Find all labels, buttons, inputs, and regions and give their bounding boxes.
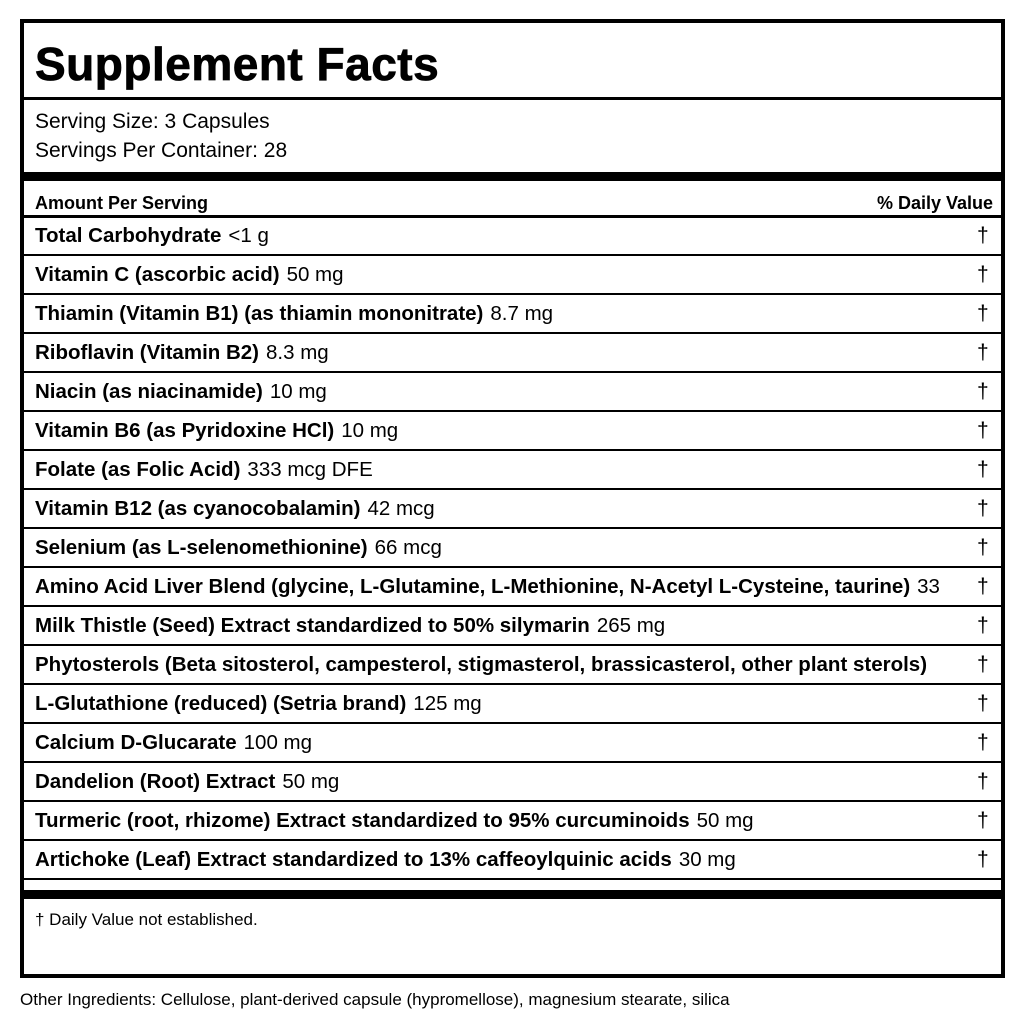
nutrient-row — [24, 841, 1001, 880]
nutrient-name: Vitamin C (ascorbic acid) — [35, 263, 280, 286]
nutrient-name: Turmeric (root, rhizome) Extract standardized to 95% curcuminoids — [35, 809, 690, 832]
nutrient-row — [24, 334, 1001, 373]
nutrient-name: Vitamin B6 (as Pyridoxine HCl) — [35, 419, 335, 442]
nutrient-amount: 8.3 mg — [266, 341, 329, 364]
amount-per-serving-header: Amount Per Serving — [35, 193, 209, 213]
nutrient-text — [35, 841, 736, 878]
nutrient-text — [35, 724, 312, 761]
nutrient-row — [24, 685, 1001, 724]
nutrient-name: Total Carbohydrate — [35, 224, 222, 247]
nutrient-row — [24, 295, 1001, 334]
servings-per-container: Servings Per Container: 28 — [35, 139, 288, 162]
nutrient-amount: 125 mg — [413, 692, 482, 715]
nutrient-amount: 50 mg — [286, 263, 344, 286]
nutrient-name: Milk Thistle (Seed) Extract standardized to 50% silymarin — [35, 614, 590, 637]
other-ingredients: Other Ingredients: Cellulose, plant-derived capsule (hypromellose), magnesium stearate, silica — [20, 990, 730, 1009]
daily-value-dagger: † — [977, 653, 989, 676]
supplement-facts-panel — [20, 19, 1005, 978]
daily-value-dagger: † — [977, 731, 989, 754]
daily-value-dagger: † — [977, 263, 989, 286]
nutrient-text — [35, 373, 327, 410]
daily-value-header: % Daily Value — [876, 193, 993, 213]
panel-title: Supplement Facts — [35, 38, 440, 90]
divider — [24, 97, 1001, 100]
nutrient-amount: 42 mcg — [367, 497, 435, 520]
nutrient-amount: 33 — [917, 575, 940, 598]
nutrient-text — [35, 295, 553, 332]
nutrient-amount: 30 mg — [678, 848, 736, 871]
daily-value-dagger: † — [977, 302, 989, 325]
daily-value-dagger: † — [977, 770, 989, 793]
thick-divider — [24, 172, 1001, 181]
nutrient-row — [24, 724, 1001, 763]
daily-value-dagger: † — [977, 692, 989, 715]
daily-value-dagger: † — [977, 224, 989, 247]
nutrient-row — [24, 763, 1001, 802]
nutrient-text — [35, 802, 754, 839]
thick-divider-bottom — [24, 890, 1001, 899]
nutrient-row — [24, 802, 1001, 841]
nutrient-row — [24, 217, 1001, 256]
nutrient-name: Riboflavin (Vitamin B2) — [35, 341, 260, 364]
nutrient-name: L-Glutathione (reduced) (Setria brand) — [35, 692, 407, 715]
serving-size: Serving Size: 3 Capsules — [35, 110, 270, 133]
daily-value-dagger: † — [977, 536, 989, 559]
nutrient-text — [35, 451, 373, 488]
nutrient-text — [35, 217, 269, 254]
daily-value-dagger: † — [977, 848, 989, 871]
nutrient-row — [24, 373, 1001, 412]
nutrient-row — [24, 490, 1001, 529]
nutrient-name: Phytosterols (Beta sitosterol, campesterol, stigmasterol, brassicasterol, other plant sterols) — [35, 653, 928, 676]
daily-value-dagger: † — [977, 575, 989, 598]
nutrient-list — [24, 217, 1001, 880]
nutrient-row — [24, 568, 1001, 607]
daily-value-dagger: † — [977, 614, 989, 637]
nutrient-amount: 50 mg — [696, 809, 754, 832]
nutrient-name: Amino Acid Liver Blend (glycine, L-Glutamine, L-Methionine, N-Acetyl L-Cysteine, taurine) — [35, 575, 911, 598]
daily-value-dagger: † — [977, 341, 989, 364]
nutrient-name: Niacin (as niacinamide) — [35, 380, 263, 403]
nutrient-amount: 265 mg — [596, 614, 666, 637]
nutrient-name: Calcium D-Glucarate — [35, 731, 237, 754]
nutrient-text — [35, 607, 665, 644]
footnote: † Daily Value not established. — [35, 910, 258, 929]
nutrient-name: Vitamin B12 (as cyanocobalamin) — [35, 497, 361, 520]
nutrient-row — [24, 412, 1001, 451]
nutrient-row — [24, 646, 1001, 685]
nutrient-row — [24, 529, 1001, 568]
nutrient-row — [24, 451, 1001, 490]
nutrient-text — [35, 256, 344, 293]
nutrient-text — [35, 763, 339, 800]
nutrient-name: Artichoke (Leaf) Extract standardized to 13% caffeoylquinic acids — [35, 848, 672, 871]
nutrient-amount: 100 mg — [243, 731, 313, 754]
daily-value-dagger: † — [977, 458, 989, 481]
nutrient-amount: 333 mcg DFE — [247, 458, 373, 481]
nutrient-amount: 8.7 mg — [490, 302, 554, 325]
nutrient-name: Thiamin (Vitamin B1) (as thiamin mononitrate) — [35, 302, 484, 325]
nutrient-amount: 50 mg — [282, 770, 340, 793]
daily-value-dagger: † — [977, 497, 989, 520]
nutrient-amount: 66 mcg — [374, 536, 442, 559]
nutrient-name: Selenium (as L-selenomethionine) — [35, 536, 368, 559]
nutrient-amount: <1 g — [228, 224, 269, 247]
nutrient-text — [35, 568, 940, 605]
nutrient-row — [24, 607, 1001, 646]
daily-value-dagger: † — [977, 419, 989, 442]
nutrient-amount: 10 mg — [341, 419, 399, 442]
nutrient-text — [35, 334, 329, 371]
nutrient-row — [24, 256, 1001, 295]
daily-value-dagger: † — [977, 809, 989, 832]
nutrient-text — [35, 490, 435, 527]
nutrient-text — [35, 685, 482, 722]
nutrient-text — [35, 646, 934, 683]
nutrient-text — [35, 412, 398, 449]
daily-value-dagger: † — [977, 380, 989, 403]
nutrient-name: Folate (as Folic Acid) — [35, 458, 241, 481]
nutrient-name: Dandelion (Root) Extract — [35, 770, 276, 793]
nutrient-text — [35, 529, 442, 566]
nutrient-amount: 10 mg — [269, 380, 327, 403]
